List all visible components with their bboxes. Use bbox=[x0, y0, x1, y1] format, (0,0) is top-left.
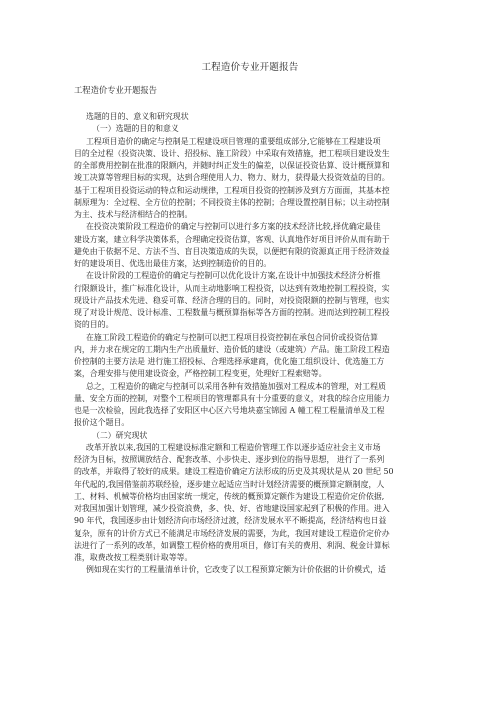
paragraph-5: 总之，工程造价的确定与控制可以采用各种有效措施加强对工程成本的管理，对工程质 量、安全方面的控制，对整个工程项目的管理都具有十分重要的意义，对我的综合应用能力 也是一次检验，因此我选择了安阳区中心区六号地块嘉宝锦园 A 幢工程工程量清单及工程 报价这个题目。 bbox=[74, 381, 390, 428]
document-title: 工程造价专业开题报告 bbox=[201, 62, 299, 73]
paragraph-2: 在投资决策阶段工程造价的确定与控制可以进行多方案的技术经济比较,择优确定最佳 建设方案，建立科学决策体系，合理确定投资估算，客观、认真地作好项目评价从而有助于 避免由于依据不足、方法不当、盲目决策造成的失误，以便把有限的资源真正用于经济效益 好的建设项目、优选出最佳方案，达到控制造价的目的。 bbox=[74, 222, 390, 268]
section-heading: 选题的目的、意义和研究现状 bbox=[86, 112, 189, 121]
paragraph-4: 在施工阶段工程造价的确定与控制可以把工程项目投资控制在承包合同价或投资估算 内，并力求在规定的工期内生产出质量好、造价低的建设（或建筑）产品。施工阶段工程造 价控制的主要方法是 进行施工招投标、合理选择承建商，优化施工组织设计、优选施工方 案，合理安排与使用建设资金，严格控制工程变更，处理好工程索赔等。 bbox=[74, 332, 390, 379]
subsection-heading-purpose: （一）选题的目的和意义 bbox=[92, 124, 179, 134]
paragraph-7: 例如现在实行的工程量清单计价，它改变了以工程预算定额为计价依据的计价模式，适 bbox=[86, 565, 386, 575]
paragraph-3: 在设计阶段的工程造价的确定与控制可以优化设计方案,在设计中加强技术经济分析推 行限额设计，推广标准化设计，从而主动地影响工程投资，以达到有效地控制工程投资，实 现设计产品技术先进、稳妥可靠、经济合理的目的。同时，对投资限额的控制与管理，也实 现了对设计规范、设计标准、工程数量与概预算指标等各方面的控制。进而达到控制工程投 资的目的。 bbox=[74, 271, 390, 330]
paragraph-1: 工程项目造价的确定与控制是工程建设项目管理的重要组成部分,它能够在工程建设项 目的全过程（投资决策、设计、招投标、施工阶段）中采取有效措施，把工程项目建设发生 的全部费用控制在批准的限额内，并随时纠正发生的偏差，以保证投资估算、设计概预算和 竣工决算等管理目标的实现，达到合理使用人力、物力、财力，获得最大投资效益的目的。 基于工程项目投资运动的特点和运动规律，工程项目投资的控制涉及到方方面面，其基本控 制原理为：全过程、全方位的控制；不同投资主体的控制；合理设置控制目标；以主动控制 为主、技术与经济相结合的控制。 bbox=[74, 136, 390, 219]
document-subtitle: 工程造价专业开题报告 bbox=[74, 85, 157, 95]
subsection-heading-status: （二）研究现状 bbox=[92, 430, 148, 440]
document-body bbox=[74, 100, 429, 577]
paragraph-6: 改革开放以来,我国的工程建设标准定额和工程造价管理工作以逐步适应社会主义市场 经济为目标，按照调放结合、配套改革、小步快走、逐步到位的指导思想， 进行了一系列 的改革，并取得了较好的成果。建设工程造价确定方法形成的历史及其现状是从 20 世纪 50 年代起的,我国借鉴前苏联经验，逐步建立起适应当时计划经济需要的概预算定额制度，人 工、材料、机械等价格均由国家统一规定，传统的概预算定额作为建设工程造价定价依据, 对我国加强计划管理，减少投资浪费，多、快、好、省地建设国家起到了积极的作用。进入 90 年代，我国逐步由计划经济向市场经济过渡，经济发展水平不断提高，经济结构也日益 复杂，原有的计价方式已不能满足市场经济发展的需要，为此，我国对建设工程造价定价办 法进行了一系列的改革，如调整工程价格的费用项目，修订有关的费用、利润、税金计算标 准，取费改按工程类别计取等等。 bbox=[74, 442, 394, 562]
